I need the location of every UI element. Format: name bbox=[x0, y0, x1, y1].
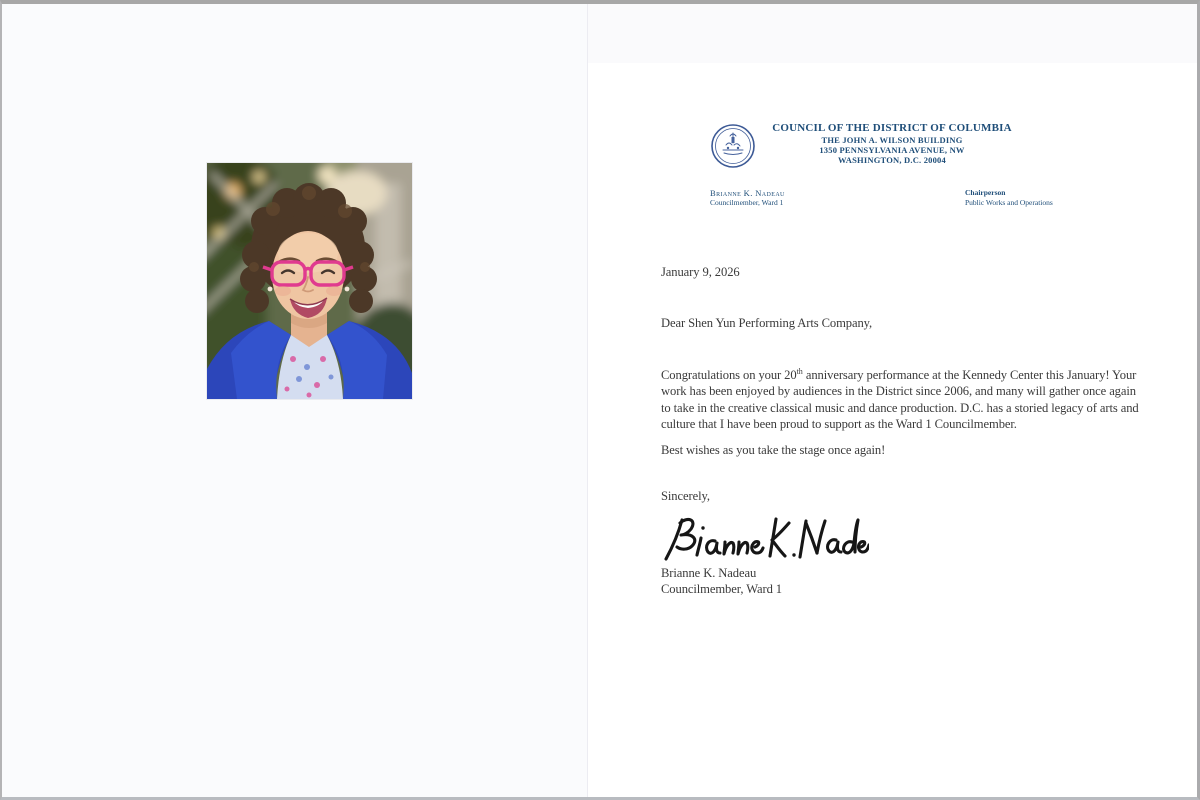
letterhead-member-name: Brianne K. Nadeau bbox=[710, 188, 785, 198]
letter-body-line-4: culture that I have been proud to support as the Ward 1 Councilmember. bbox=[661, 416, 1017, 431]
letterhead-member-block bbox=[710, 188, 785, 207]
letterhead-member-title: Councilmember, Ward 1 bbox=[710, 198, 784, 207]
letterhead-building: THE JOHN A. WILSON BUILDING bbox=[821, 135, 963, 145]
signed-title: Councilmember, Ward 1 bbox=[661, 582, 783, 597]
letterhead-address: 1350 PENNSYLVANIA AVENUE, NW bbox=[819, 145, 965, 155]
letter-body-line-1: Congratulations on your 20th anniversary performance at the Kennedy Center this January! Your bbox=[661, 367, 1137, 383]
letterhead-org-name: COUNCIL OF THE DISTRICT OF COLUMBIA bbox=[772, 122, 1012, 134]
ordinal-superscript: th bbox=[796, 367, 803, 376]
letterhead-chair-block bbox=[965, 188, 1053, 207]
letter-content bbox=[588, 4, 1197, 800]
left-panel bbox=[2, 4, 588, 797]
signed-name: Brianne K. Nadeau bbox=[661, 566, 757, 580]
letter-panel bbox=[588, 4, 1197, 797]
letter-body-paragraph bbox=[661, 364, 1139, 432]
letterhead-chair-role: Chairperson bbox=[965, 188, 1006, 197]
letter-salutation: Dear Shen Yun Performing Arts Company, bbox=[661, 316, 873, 330]
letter-valediction: Sincerely, bbox=[661, 489, 710, 503]
letterhead bbox=[736, 121, 1048, 165]
letter-body-line-2: work has been enjoyed by audiences in the District since 2006, and many will gather once again bbox=[661, 384, 1136, 399]
letter-date: January 9, 2026 bbox=[661, 265, 740, 279]
letterhead-chair-committee: Public Works and Operations bbox=[965, 198, 1053, 207]
handwritten-signature bbox=[664, 514, 869, 562]
portrait-photo-illustration bbox=[207, 163, 412, 399]
letterhead-city-zip: WASHINGTON, D.C. 20004 bbox=[838, 155, 946, 165]
letter-closing-line: Best wishes as you take the stage once again! bbox=[661, 443, 886, 457]
letter-body-line-3: to take in the creative classical music and dance production. D.C. has a storied legacy of arts and bbox=[661, 400, 1139, 415]
signed-block bbox=[661, 565, 782, 597]
portrait-photo bbox=[207, 163, 412, 399]
